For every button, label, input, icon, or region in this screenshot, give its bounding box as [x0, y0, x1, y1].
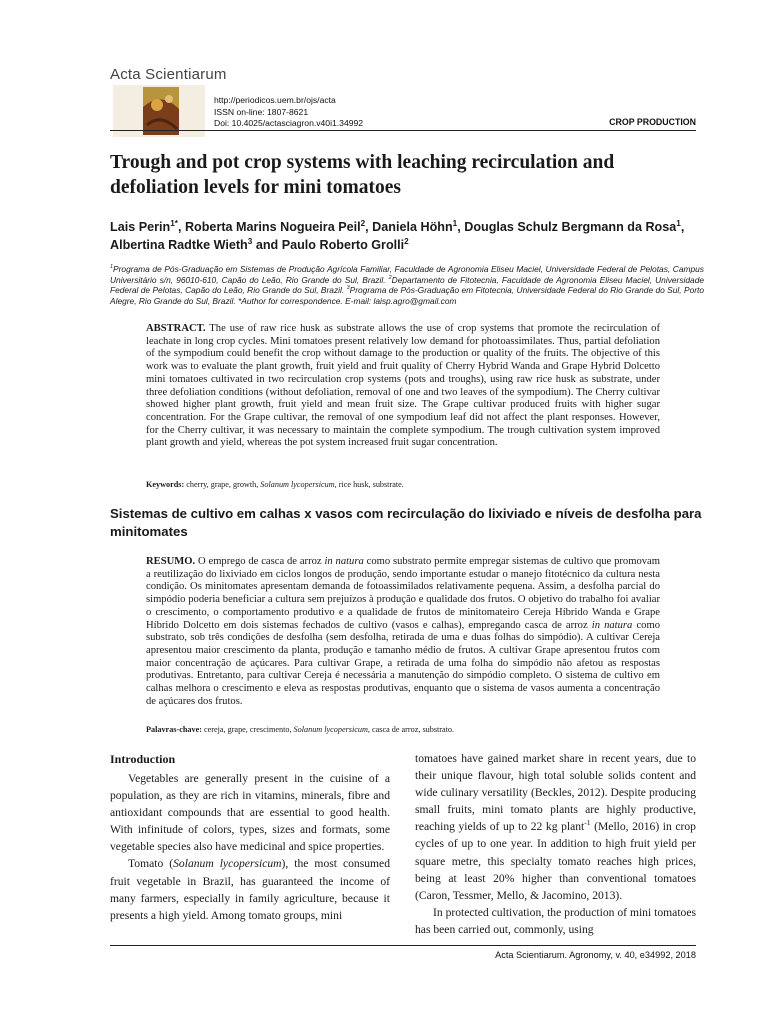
author: Roberta Marins Nogueira Peil	[184, 220, 361, 234]
footer-citation: Acta Scientiarum. Agronomy, v. 40, e34992, 2018	[495, 950, 696, 960]
abstract-text: The use of raw rice husk as substrate allows the use of crop systems that promote the recirculation of leachate in long crop cycles. Mini tomatoes present relatively low demand for photoassimilates. Thus, partial defoliation of the sympodium could benefit the crop without damage to the production or quality of the fruits. The objective of this work was to evaluate the plant growth, fruit yield and fruit quality of Cherry Hybrid Wanda and Grape Hybrid Dolcetto mini tomatoes cultivated in two recirculation crop systems (pots and troughs), using raw rice husk as substrate, under three defoliation conditions (without defoliation, removal of one and two leaves of the sympodium). The Cherry cultivar showed higher plant growth, fruit yield and mean fruit size. The Grape cultivar produced fruits with higher sugar concentration. For the Grape cultivar, the removal of one sympodium leaf did not affect the plant responses. However, for the Cherry cultivar, it was necessary to maintain the complete sympodium. The trough cultivation system improved plant growth and yield, whereas the pot system increased fruit sugar concentration.	[146, 323, 660, 449]
introduction-heading: Introduction	[110, 752, 176, 766]
resumo-text: O emprego de casca de arroz	[198, 556, 322, 567]
paragraph-text: ), the most consumed fruit vegetable in Brazil, has guaranteed the income of many farmers, especially in family agriculture, because it presents a high yield. Among tomato groups, mini	[110, 857, 390, 922]
journal-url[interactable]: http://periodicos.uem.br/ojs/acta	[214, 95, 336, 105]
resumo-label: RESUMO.	[146, 556, 196, 567]
affiliation: Programa de Pós-Graduação em Fitotecnia, Universidade Federal do Rio Grande do Sul, Porto Alegre, Rio Grande do Sul, Brazil. *Author for correspondence. E-mail: laisp.agro@gmail.com	[110, 285, 705, 306]
author-sup: 1*	[170, 218, 178, 228]
right-column	[415, 750, 696, 938]
paragraph: Vegetables are generally present in the cuisine of a population, as they are rich in vitamins, minerals, fibre and antioxidant compounds that are essential to good health. With infinitude of colors, types, sizes and formats, some vegetable species also have medicinal and spice properties.	[110, 772, 390, 854]
paragraph-sup: -1	[584, 818, 591, 828]
palavras-text: cereja, grape, crescimento,	[203, 725, 292, 734]
header-divider	[110, 130, 696, 131]
left-column	[110, 770, 390, 924]
issn: ISSN on-line: 1807-8621	[214, 106, 309, 117]
affiliation: Programa de Pós-Graduação em Sistemas de Produção Agrícola Familiar, Faculdade de Agronomia Eliseu Maciel, Universidade Federal de Pelotas, Campus Universitário s/n, 96010-610, Capão do Leão, Rio Grande do Sul, Brazil.	[110, 264, 704, 285]
paragraph-text: Tomato (	[128, 857, 174, 871]
journal-brand: Acta Scientiarum	[110, 66, 227, 83]
resumo-italic: in natura	[324, 556, 364, 567]
keywords-italic: Solanum lycopersicum	[260, 480, 335, 489]
section-label: CROP PRODUCTION	[609, 117, 696, 127]
author: Daniela Höhn	[372, 220, 453, 234]
keywords	[146, 480, 660, 489]
palavras-label: Palavras-chave:	[146, 725, 202, 734]
author: Paulo Roberto Grolli	[281, 238, 405, 252]
paragraph	[415, 750, 696, 904]
author-sup: 3	[247, 236, 253, 246]
affiliations	[110, 264, 704, 306]
resumo-text: como substrato permite empregar sistemas de cultivo que promovam a reutilização do lixiviado em ciclos longos de produção, sendo importante estudar o manejo fitotécnico da cultura nesta condição. Os minitomates apresentam demanda de fotoassimilados relativamente pequena. Assim, a desfolha parcial do simpódio poderia beneficiar a cultura sem prejuízos à produção e qualidade dos frutos. O objetivo do trabalho foi avaliar o crescimento, o comportamento produtivo e a qualidade de frutos de minitomateiro Cereja Híbrido Wanda e Grape Híbrido Dolcetto em dois sistemas fechados de cultivo (vasos e calhas), empregando casca de arroz	[146, 556, 660, 631]
paragraph	[110, 855, 390, 923]
affiliation-sup: 2	[388, 274, 392, 281]
article-meta	[214, 95, 363, 130]
author-sup: 2	[360, 218, 366, 228]
author: Lais Perin	[110, 220, 171, 234]
author-sup: 1	[676, 218, 681, 228]
abstract-label: ABSTRACT.	[146, 323, 206, 334]
keywords-label: Keywords:	[146, 480, 185, 489]
author-sup: 2	[404, 236, 409, 246]
author: Douglas Schulz Bergmann da Rosa	[464, 220, 677, 234]
author-sup: 1	[452, 218, 458, 228]
author-and: and	[255, 238, 279, 252]
article-title: Trough and pot crop systems with leaching recirculation and defoliation levels for mini tomatoes	[110, 152, 615, 198]
paragraph-text: tomatoes have gained market share in recent years, due to their unique flavour, high total soluble solids content and wide culinary versatility (Beckles, 2012). Despite producing small fruits, mini tomato plants are highly productive, reaching yields of up to 22 kg plant	[415, 752, 696, 834]
author: Albertina Radtke Wieth	[110, 238, 248, 252]
portuguese-title: Sistemas de cultivo em calhas x vasos com recirculação do lixiviado e níveis de desfolha para minitomates	[110, 506, 702, 539]
keywords-text: cherry, grape, growth,	[186, 480, 259, 489]
palavras-text: , casca de arroz, substrato.	[367, 725, 455, 734]
paragraph-text: (Mello, 2016) in crop cycles of up to one year. In addition to high fruit yield per square metre, this specialty tomato reaches high prices, being at least 20% higher than conventional tomatoes (Caron, Tessmer, Mello, & Jacomino, 2013).	[415, 820, 696, 902]
affiliation-sup: 3	[346, 285, 350, 292]
keywords-text: , rice husk, substrate.	[334, 480, 404, 489]
paragraph-italic: Solanum lycopersicum	[173, 857, 282, 871]
palavras-chave	[146, 725, 660, 734]
resumo-italic: in natura	[591, 619, 633, 631]
affiliation-sup: 1	[110, 264, 114, 271]
affiliation: Departamento de Fitotecnia, Faculdade de Agronomia Eliseu Maciel, Universidade Federal de Pelotas, Capão do Leão, Rio Grande do Sul, Brazil.	[110, 274, 705, 296]
paragraph: In protected cultivation, the production of mini tomatoes has been carried out, commonly, using	[415, 905, 696, 936]
author-list: Lais Perin$^{1*}$, Roberta Marins Nogueira Peil$^2$, Daniela Höhn$^1$, Douglas Schulz Bergmann da Rosa$^1$, Albertina Radtke Wieth$^3$ and Paulo Roberto Grolli$^2$	[110, 218, 685, 252]
resumo-text: como substrato, sob três condições de desfolha (sem desfolha, retirada de uma e duas folhas do simpódio). A cultivar Cereja apresentou maior crescimento da planta, produção e tamanho médio de frutos. A cultivar Grape apresentou frutos com maior concentração de açúcares. Para cultivar Grape, a retirada de uma folha do simpódio não afetou as respostas produtivas. Entretanto, para cultivar Cereja é necessária a manutenção do simpódio completo. O sistema de cultivo em calhas melhora o crescimento e eleva as respostas produtivas, enquanto que o sistema de vasos aumenta a concentração de açúcares dos frutos.	[146, 619, 660, 707]
footer-divider	[110, 945, 696, 946]
abstract	[146, 323, 660, 450]
doi[interactable]: Doi: 10.4025/actasciagron.v40i1.34992	[214, 118, 364, 128]
resumo	[146, 556, 660, 708]
palavras-italic: Solanum lycopersicum	[293, 725, 368, 734]
